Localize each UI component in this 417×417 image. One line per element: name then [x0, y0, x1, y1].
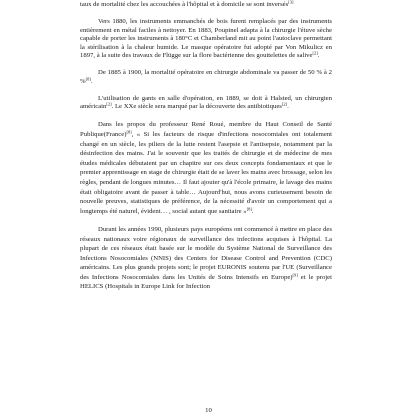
paragraph-surveillance: Durant les années 1990, plusieurs pays européens ont commencé à mettre en place des réseaux nationaux voire régionaux de surveillance des infections acquises à l'hôpital. La plupart de ces réseaux était basée sur le modèle du Système National de Surveillance des Infections Nosocomiales (NNIS) des Centers for Disease Control and Prevention (CDC) américains. Les plus grands projets sont; le projet EURONIS soutenu par l'UE (Surveillance des Infections Nosocomiales dans les Unités de Soins Intensifs en Europe)[9] et le projet HELICS (Hospitals in Europe Link for Infection	[80, 225, 332, 291]
paragraph-mortality: De 1885 à 1900, la mortalité opératoire en chirurgie abdominale va passer de 50 % à 2 %[8].	[80, 69, 332, 85]
paragraph-instruments: Vers 1880, les instruments emmanchés de bois furent remplacés par des instruments entièrement en métal faciles à nettoyer. En 1883, Poupinel adapta à la chirurgie l'étuve sèche capable de porter les instruments à 180°C et Chamberland mit au point l'autoclave permettant la stérilisation à la chaleur humide. Le masque opératoire fut adopté par Von Mikulicz en 1897, à la suite des travaux de Flügge sur la flore bactérienne des gouttelettes de salive[2].	[80, 18, 332, 60]
page-number: 10	[205, 407, 212, 414]
paragraph-gloves: L'utilisation de gants en salle d'opération, en 1889, se doit à Halsted, un chirurgien américain[2]. Le XXe siècle sera marqué par la découverte des antibiotiques[2].	[80, 94, 332, 111]
citation-ref: [8]	[85, 76, 91, 82]
citation-ref: [2]	[106, 101, 112, 107]
paragraph-roue-quote: Dans les propos du professeur René Roué, membre du Haut Conseil de Santé Publique(France)[8], « Si les facteurs de risque d'infections nosocomiales ont totalement changé en un siècle, les piliers de la lutte restent l'asepsie et l'antisepsie, notamment par la désinfection des mains. J'ai le souvenir que les traités de chirurgie et de médecine de mes études médicales débutaient par un chapitre sur ces deux concepts fondamentaux et que le premier apprentissage en stage de chirurgie était de se laver les mains avec brossage, selon les règles, pendant de longues minutes… Il faut ajouter qu'à l'école primaire, le lavage des mains était obligatoire avant de passer à table… Aujourd'hui, nous avons curieusement besoin de nouvelle preuves, statistiques de préférence, de la nécessité d'avoir un comportement qui a longtemps été naturel, évident… , social autant que sanitaire »[8].	[80, 121, 332, 215]
citation-ref: [8]	[246, 206, 252, 212]
citation-ref: [8]	[126, 129, 132, 135]
citation-ref: [9]	[292, 272, 298, 278]
citation-ref: [2]	[312, 50, 318, 56]
citation-ref: [3]	[288, 0, 294, 5]
citation-ref: [2]	[281, 101, 288, 107]
paragraph-continuation: taux de mortalité chez les accouchées à l'hôpital et à domicile se sont inversés[3]	[80, 0, 294, 8]
body-text	[80, 1, 332, 301]
